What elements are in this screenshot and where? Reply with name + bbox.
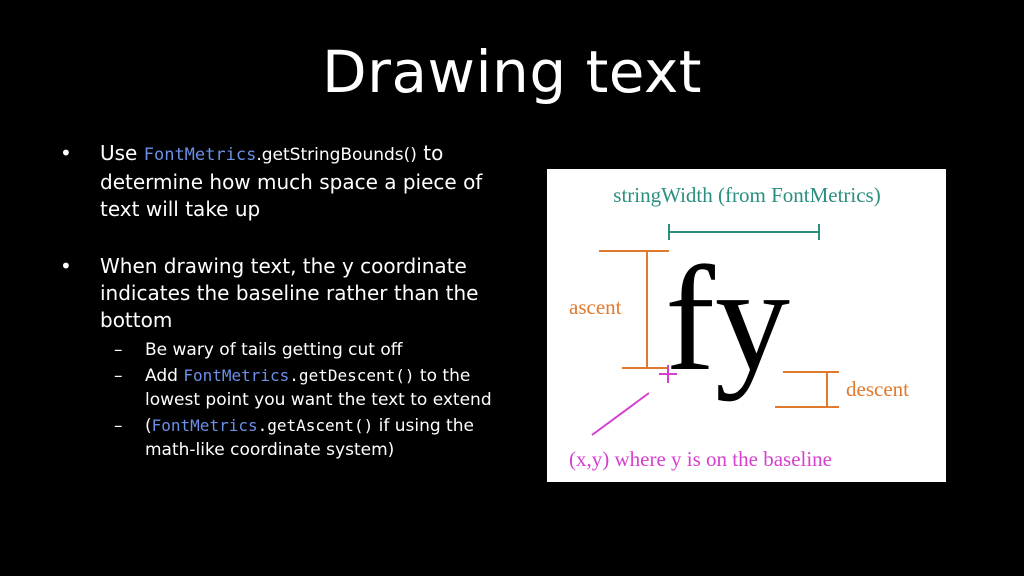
sub-bullet-prefix: Add (145, 366, 184, 386)
descent-label: descent (846, 377, 909, 401)
dash-marker: – (114, 340, 123, 360)
sub-bullet-prefix: ( (145, 416, 152, 436)
code-class-name: FontMetrics (143, 145, 257, 165)
bullet-prefix: Use (100, 141, 144, 165)
sub-bullet-list (100, 338, 510, 462)
dash-marker: – (114, 416, 123, 436)
code-method-name: .getStringBounds() (256, 145, 417, 165)
bullet-suffix: to determine how much space a piece of text will take up (100, 141, 483, 221)
slide-title: Drawing text (321, 38, 703, 106)
sample-glyphs: fy (665, 236, 790, 402)
dash-marker: – (114, 366, 123, 386)
code-class-name: FontMetrics (151, 416, 258, 435)
bullet-marker: • (60, 141, 72, 165)
sub-bullet-descent (100, 364, 510, 412)
sub-bullet-tails (100, 338, 510, 362)
code-class-name: FontMetrics (183, 366, 290, 385)
bullet-list (60, 140, 510, 492)
sub-bullet-ascent (100, 414, 510, 462)
bullet-item-string-bounds (60, 140, 510, 223)
code-method-name: .getAscent() (257, 416, 374, 435)
string-width-label: stringWidth (from FontMetrics) (613, 183, 881, 207)
bullet-text: When drawing text, the y coordinate indicates the baseline rather than the bottom (100, 254, 479, 332)
ascent-label: ascent (569, 295, 622, 319)
bullet-marker: • (60, 254, 72, 278)
origin-label: (x,y) where y is on the baseline (569, 447, 833, 471)
font-metrics-svg (547, 169, 946, 482)
sub-bullet-text: Be wary of tails getting cut off (145, 340, 403, 360)
font-metrics-diagram (547, 169, 946, 482)
sub-bullet-suffix: to the lowest point you want the text to extend (145, 366, 492, 410)
code-method-name: .getDescent() (289, 366, 415, 385)
bullet-item-baseline (60, 253, 510, 462)
sub-bullet-suffix: if using the math-like coordinate system) (145, 416, 474, 460)
